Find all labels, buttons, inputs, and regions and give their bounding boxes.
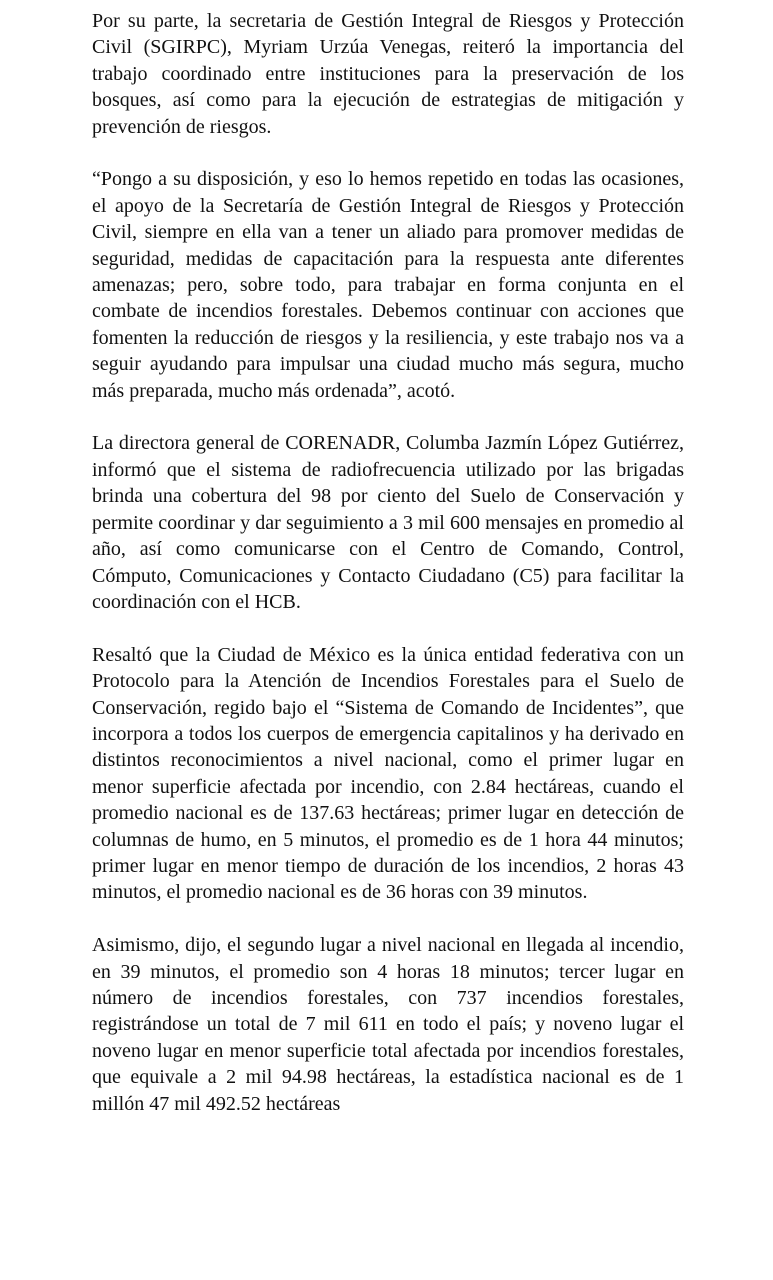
paragraph-additional-rankings: Asimismo, dijo, el segundo lugar a nivel nacional en llegada al incendio, en 39 minutos, el promedio son 4 horas 18 minutos; tercer lugar en número de incendios forestales, con 737 incendios forestales, registrándose un total de 7 mil 611 en todo el país; y noveno lugar el noveno lugar en menor superficie total afectada por incendios forestales, que equivale a 2 mil 94.98 hectáreas, la estadística nacional es de 1 millón 47 mil 492.52 hectáreas [92, 934, 684, 1115]
document-body [92, 8, 684, 1143]
paragraph-sgirpc-statement: Por su parte, la secretaria de Gestión Integral de Riesgos y Protección Civil (SGIRPC), Myriam Urzúa Venegas, reiteró la importancia del trabajo coordinado entre instituciones para la preservación de los bosques, así como para la ejecución de estrategias de mitigación y prevención de riesgos. [92, 10, 684, 138]
paragraph-quote: “Pongo a su disposición, y eso lo hemos repetido en todas las ocasiones, el apoyo de la Secretaría de Gestión Integral de Riesgos y Protección Civil, siempre en ella van a tener un aliado para promover medidas de seguridad, medidas de capacitación para la respuesta ante diferentes amenazas; pero, sobre todo, para trabajar en forma conjunta en el combate de incendios forestales. Debemos continuar con acciones que fomenten la reducción de riesgos y la resiliencia, y este trabajo nos va a seguir ayudando para impulsar una ciudad mucho más segura, mucho más preparada, mucho más ordenada”, acotó. [92, 168, 684, 402]
paragraph-corenadr-report: La directora general de CORENADR, Columba Jazmín López Gutiérrez, informó que el sistema de radiofrecuencia utilizado por las brigadas brinda una cobertura del 98 por ciento del Suelo de Conservación y permite coordinar y dar seguimiento a 3 mil 600 mensajes en promedio al año, así como comunicarse con el Centro de Comando, Control, Cómputo, Comunicaciones y Contacto Ciudadano (C5) para facilitar la coordinación con el HCB. [92, 432, 684, 613]
paragraph-protocol-rankings: Resaltó que la Ciudad de México es la única entidad federativa con un Protocolo para la Atención de Incendios Forestales para el Suelo de Conservación, regido bajo el “Sistema de Comando de Incidentes”, que incorpora a todos los cuerpos de emergencia capitalinos y ha derivado en distintos reconocimientos a nivel nacional, como el primer lugar en menor superficie afectada por incendio, con 2.84 hectáreas, cuando el promedio nacional es de 137.63 hectáreas; primer lugar en detección de columnas de humo, en 5 minutos, el promedio es de 1 hora 44 minutos; primer lugar en menor tiempo de duración de los incendios, 2 horas 43 minutos, el promedio nacional es de 36 horas con 39 minutos. [92, 643, 684, 904]
